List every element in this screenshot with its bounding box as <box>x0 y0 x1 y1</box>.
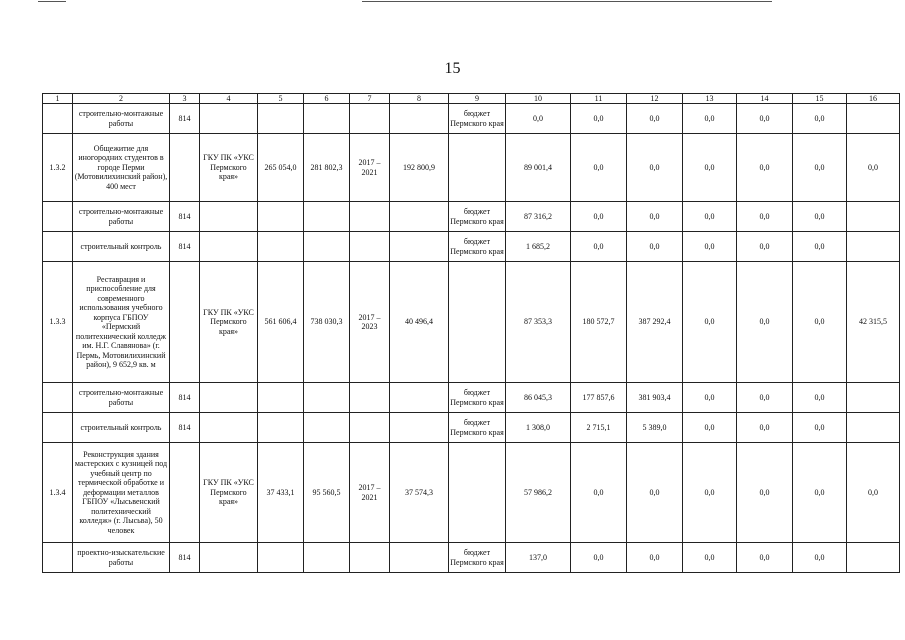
table-row <box>43 443 900 543</box>
item-number: 1.3.3 <box>43 262 73 383</box>
table-row <box>43 202 900 232</box>
year-value-col-10: 137,0 <box>506 543 571 573</box>
year-value-col-11: 0,0 <box>571 543 627 573</box>
financed-before: 40 496,4 <box>390 262 449 383</box>
year-value-col-15: 0,0 <box>793 383 847 413</box>
page-number: 15 <box>444 60 461 77</box>
column-number-6: 6 <box>304 94 350 104</box>
object-name: Реконструкция здания мастерских с кузницей под учебный центр по термической обработке и деформации металлов ГБПОУ «Лысьвенский политехнический колледж» (г. Лысьва), 50 человек <box>73 443 170 543</box>
column-number-12: 12 <box>627 94 683 104</box>
funding-source: бюджет Пермского края <box>449 543 506 573</box>
year-value-col-14: 0,0 <box>737 134 793 202</box>
cost-current-prices: 281 802,3 <box>304 134 350 202</box>
year-value-col-15: 0,0 <box>793 202 847 232</box>
table-row <box>43 104 900 134</box>
item-number <box>43 413 73 443</box>
year-value-col-15: 0,0 <box>793 413 847 443</box>
funding-source <box>449 262 506 383</box>
column-number-10: 10 <box>506 94 571 104</box>
year-value-col-13: 0,0 <box>683 543 737 573</box>
year-value-col-13: 0,0 <box>683 413 737 443</box>
year-value-col-13: 0,0 <box>683 232 737 262</box>
year-value-col-15: 0,0 <box>793 443 847 543</box>
financed-before <box>390 413 449 443</box>
year-value-col-16 <box>847 232 900 262</box>
column-number-8: 8 <box>390 94 449 104</box>
year-value-col-12: 387 292,4 <box>627 262 683 383</box>
budget-code: 814 <box>170 543 200 573</box>
year-value-col-14: 0,0 <box>737 413 793 443</box>
cost-current-prices: 95 560,5 <box>304 443 350 543</box>
budget-code: 814 <box>170 383 200 413</box>
year-value-col-12: 381 903,4 <box>627 383 683 413</box>
year-value-col-11: 0,0 <box>571 232 627 262</box>
funding-source: бюджет Пермского края <box>449 104 506 134</box>
estimated-cost <box>258 413 304 443</box>
year-value-col-11: 0,0 <box>571 443 627 543</box>
year-value-col-10: 87 316,2 <box>506 202 571 232</box>
estimated-cost <box>258 543 304 573</box>
year-value-col-11: 0,0 <box>571 202 627 232</box>
work-type: строительно-монтажные работы <box>73 202 170 232</box>
item-number: 1.3.4 <box>43 443 73 543</box>
year-value-col-16 <box>847 543 900 573</box>
column-number-row <box>43 94 900 104</box>
customer-organization <box>200 543 258 573</box>
year-value-col-16: 0,0 <box>847 443 900 543</box>
table-row <box>43 134 900 202</box>
year-value-col-15: 0,0 <box>793 104 847 134</box>
cost-current-prices <box>304 232 350 262</box>
work-type: строительно-монтажные работы <box>73 383 170 413</box>
implementation-period <box>350 413 390 443</box>
year-value-col-12: 0,0 <box>627 104 683 134</box>
cost-current-prices <box>304 202 350 232</box>
funding-source: бюджет Пермского края <box>449 202 506 232</box>
year-value-col-10: 1 685,2 <box>506 232 571 262</box>
financed-before: 37 574,3 <box>390 443 449 543</box>
year-value-col-13: 0,0 <box>683 104 737 134</box>
year-value-col-10: 57 986,2 <box>506 443 571 543</box>
work-type: строительно-монтажные работы <box>73 104 170 134</box>
estimated-cost <box>258 232 304 262</box>
cost-current-prices <box>304 543 350 573</box>
customer-organization: ГКУ ПК «УКС Пермского края» <box>200 443 258 543</box>
object-name: Общежитие для иногородних студентов в городе Перми (Мотовилихинский район), 400 мест <box>73 134 170 202</box>
customer-organization: ГКУ ПК «УКС Пермского края» <box>200 262 258 383</box>
item-number <box>43 383 73 413</box>
customer-organization <box>200 232 258 262</box>
year-value-col-16: 0,0 <box>847 134 900 202</box>
budget-code: 814 <box>170 413 200 443</box>
year-value-col-16: 42 315,5 <box>847 262 900 383</box>
year-value-col-13: 0,0 <box>683 202 737 232</box>
customer-organization <box>200 383 258 413</box>
year-value-col-12: 0,0 <box>627 543 683 573</box>
table-row <box>43 232 900 262</box>
column-number-11: 11 <box>571 94 627 104</box>
work-type: строительный контроль <box>73 232 170 262</box>
column-number-1: 1 <box>43 94 73 104</box>
budget-code: 814 <box>170 202 200 232</box>
year-value-col-12: 0,0 <box>627 443 683 543</box>
year-value-col-15: 0,0 <box>793 232 847 262</box>
funding-source: бюджет Пермского края <box>449 232 506 262</box>
column-number-2: 2 <box>73 94 170 104</box>
item-number <box>43 232 73 262</box>
year-value-col-16 <box>847 202 900 232</box>
cost-current-prices <box>304 383 350 413</box>
implementation-period: 2017 – 2021 <box>350 134 390 202</box>
year-value-col-14: 0,0 <box>737 104 793 134</box>
budget-table <box>42 93 900 573</box>
year-value-col-14: 0,0 <box>737 232 793 262</box>
code-cell <box>170 443 200 543</box>
year-value-col-11: 177 857,6 <box>571 383 627 413</box>
column-number-16: 16 <box>847 94 900 104</box>
implementation-period <box>350 383 390 413</box>
customer-organization <box>200 104 258 134</box>
implementation-period <box>350 104 390 134</box>
estimated-cost <box>258 383 304 413</box>
year-value-col-14: 0,0 <box>737 443 793 543</box>
item-number <box>43 202 73 232</box>
column-number-4: 4 <box>200 94 258 104</box>
column-number-15: 15 <box>793 94 847 104</box>
year-value-col-13: 0,0 <box>683 383 737 413</box>
year-value-col-12: 0,0 <box>627 134 683 202</box>
financed-before <box>390 232 449 262</box>
year-value-col-11: 2 715,1 <box>571 413 627 443</box>
table-row <box>43 543 900 573</box>
column-number-7: 7 <box>350 94 390 104</box>
financed-before <box>390 104 449 134</box>
estimated-cost: 265 054,0 <box>258 134 304 202</box>
item-number <box>43 104 73 134</box>
year-value-col-10: 1 308,0 <box>506 413 571 443</box>
customer-organization: ГКУ ПК «УКС Пермского края» <box>200 134 258 202</box>
year-value-col-12: 5 389,0 <box>627 413 683 443</box>
year-value-col-10: 86 045,3 <box>506 383 571 413</box>
estimated-cost: 561 606,4 <box>258 262 304 383</box>
column-number-3: 3 <box>170 94 200 104</box>
column-number-14: 14 <box>737 94 793 104</box>
financed-before <box>390 202 449 232</box>
year-value-col-12: 0,0 <box>627 232 683 262</box>
year-value-col-14: 0,0 <box>737 543 793 573</box>
object-name: Реставрация и приспособление для современного использования учебного корпуса ГБПОУ «Пермский политехнический колледж им. Н.Г. Славянова» (г. Пермь, Мотовилихинский район), 9 652,9 кв. м <box>73 262 170 383</box>
column-number-5: 5 <box>258 94 304 104</box>
year-value-col-11: 180 572,7 <box>571 262 627 383</box>
year-value-col-16 <box>847 413 900 443</box>
year-value-col-13: 0,0 <box>683 262 737 383</box>
top-rule-right <box>362 1 772 2</box>
table-row <box>43 262 900 383</box>
column-number-13: 13 <box>683 94 737 104</box>
implementation-period <box>350 202 390 232</box>
budget-code: 814 <box>170 232 200 262</box>
code-cell <box>170 134 200 202</box>
cost-current-prices: 738 030,3 <box>304 262 350 383</box>
year-value-col-10: 89 001,4 <box>506 134 571 202</box>
year-value-col-11: 0,0 <box>571 104 627 134</box>
funding-source: бюджет Пермского края <box>449 383 506 413</box>
funding-source <box>449 134 506 202</box>
top-rule-left <box>38 1 66 2</box>
implementation-period: 2017 – 2023 <box>350 262 390 383</box>
implementation-period <box>350 232 390 262</box>
work-type: строительный контроль <box>73 413 170 443</box>
year-value-col-11: 0,0 <box>571 134 627 202</box>
column-number-9: 9 <box>449 94 506 104</box>
item-number: 1.3.2 <box>43 134 73 202</box>
year-value-col-16 <box>847 383 900 413</box>
implementation-period <box>350 543 390 573</box>
work-type: проектно-изыскательские работы <box>73 543 170 573</box>
estimated-cost: 37 433,1 <box>258 443 304 543</box>
financed-before: 192 800,9 <box>390 134 449 202</box>
year-value-col-13: 0,0 <box>683 443 737 543</box>
cost-current-prices <box>304 413 350 443</box>
estimated-cost <box>258 104 304 134</box>
year-value-col-10: 0,0 <box>506 104 571 134</box>
estimated-cost <box>258 202 304 232</box>
year-value-col-13: 0,0 <box>683 134 737 202</box>
table-row <box>43 383 900 413</box>
year-value-col-14: 0,0 <box>737 262 793 383</box>
year-value-col-12: 0,0 <box>627 202 683 232</box>
customer-organization <box>200 202 258 232</box>
year-value-col-15: 0,0 <box>793 134 847 202</box>
item-number <box>43 543 73 573</box>
year-value-col-10: 87 353,3 <box>506 262 571 383</box>
year-value-col-14: 0,0 <box>737 383 793 413</box>
cost-current-prices <box>304 104 350 134</box>
table-row <box>43 413 900 443</box>
funding-source <box>449 443 506 543</box>
year-value-col-14: 0,0 <box>737 202 793 232</box>
customer-organization <box>200 413 258 443</box>
funding-source: бюджет Пермского края <box>449 413 506 443</box>
code-cell <box>170 262 200 383</box>
year-value-col-15: 0,0 <box>793 543 847 573</box>
financed-before <box>390 543 449 573</box>
financed-before <box>390 383 449 413</box>
budget-code: 814 <box>170 104 200 134</box>
implementation-period: 2017 – 2021 <box>350 443 390 543</box>
year-value-col-16 <box>847 104 900 134</box>
year-value-col-15: 0,0 <box>793 262 847 383</box>
